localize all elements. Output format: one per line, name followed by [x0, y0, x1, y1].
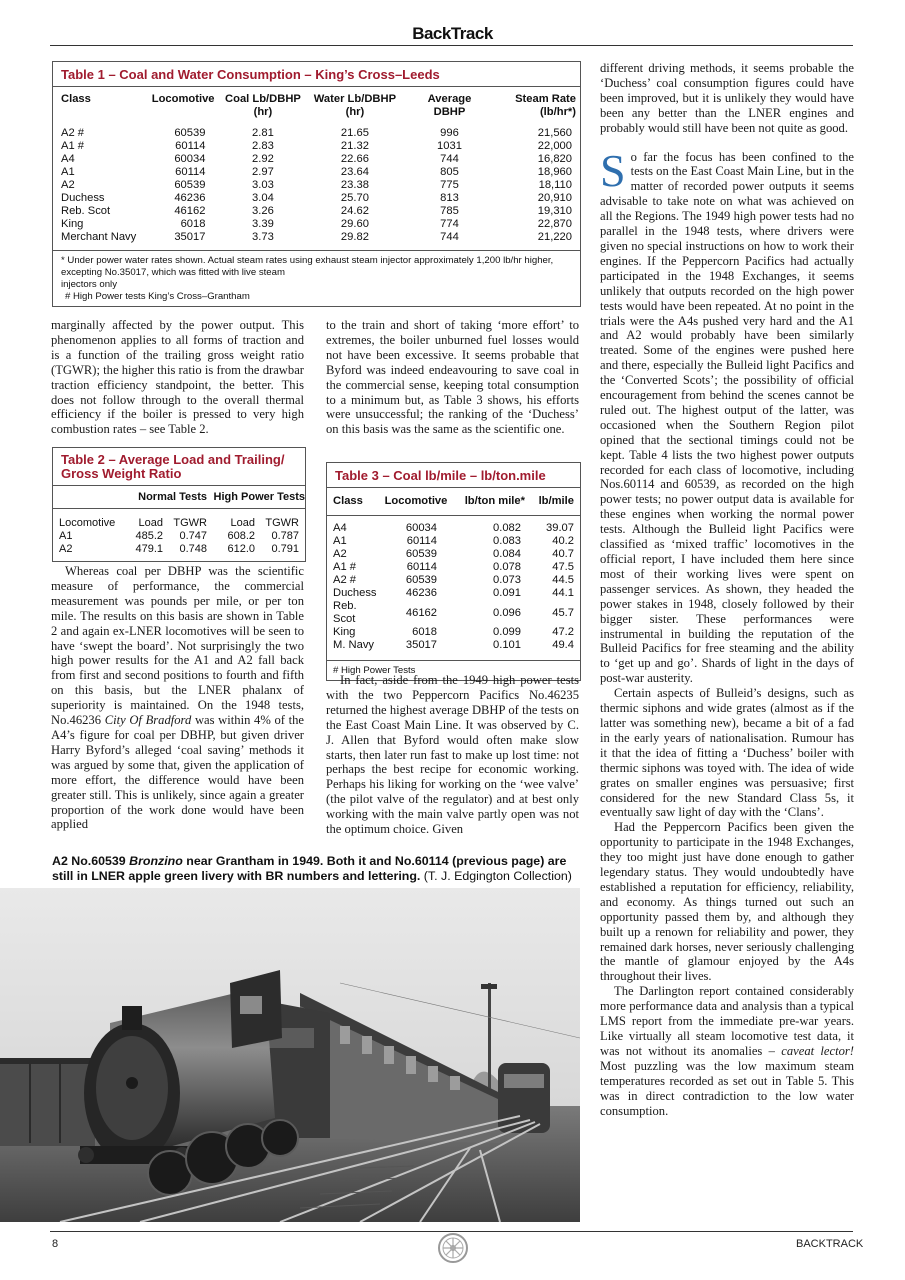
table-1-row — [53, 140, 580, 153]
table-3-cell: Duchess — [333, 587, 377, 599]
t1-h-steam: Steam Rate (lb/hr*) — [515, 93, 576, 118]
table-1-cell: 18,110 — [538, 179, 572, 191]
table-3-cell: A1 # — [333, 561, 357, 573]
table-3-row — [327, 626, 580, 639]
col3-paragraph-3: Certain aspects of Bulleid’s designs, such as thermic siphons and wide grates (almost as if the latter was something new), became a bit of a fad in the early years of nationalisation. Rumour has it that the idea of fitting a ‘Duchess’ boiler with thermic siphons was toyed with. The idea of wide grates on smaller engines was persuasive; first considered for the new Standard Class 5s, it eventually saw light of day with the ‘Clans’. — [600, 686, 854, 820]
table-1-cell: 2.97 — [252, 166, 274, 178]
table-1-cell: 813 — [440, 192, 459, 204]
col2-paragraph-1: to the train and short of taking ‘more effort’ to extremes, the boiler unburned fuel losses would not have been excessive. It seems probable that Byford was indeed endeavouring to save coal in the commercial sense, keeping total consumption to a minimum but, as Table 3 shows, his efforts were unsuccessful; the ranking of the ‘Duchess’ on this basis was the same as the scientific one. — [326, 318, 579, 437]
table-1-cell: 785 — [440, 205, 459, 217]
table-1-cell: 25.70 — [340, 192, 369, 204]
t3-h-tonmile: lb/ton mile* — [464, 495, 525, 507]
table-1-cell: King — [61, 218, 84, 230]
locomotive-photo-drawing — [0, 888, 580, 1222]
table-1-cell: A1 — [61, 166, 75, 178]
t2-h-load-high: Load — [230, 517, 255, 529]
table-1-cell: 22,870 — [537, 218, 572, 230]
table-1-cell: 744 — [440, 231, 459, 243]
table-3-cell: 0.073 — [493, 574, 521, 586]
table-1-cell: 46162 — [174, 205, 206, 217]
table-3-cell: 40.2 — [552, 535, 574, 547]
table-3-cell: 0.101 — [493, 639, 521, 651]
table-3-cell: 45.7 — [552, 606, 574, 619]
table-2-cell: 608.2 — [227, 530, 255, 542]
t2-h-tgwr-high: TGWR — [265, 517, 299, 529]
table-1-cell: Duchess — [61, 192, 105, 204]
table-1-cell: A2 — [61, 179, 75, 191]
t2-h-load: Load — [138, 517, 163, 529]
table-3-cell: 35017 — [405, 639, 437, 651]
table-2 — [52, 447, 306, 562]
page-number: 8 — [52, 1238, 59, 1250]
table-1-cell: 60539 — [174, 127, 206, 139]
table-3-cell: Reb. Scot — [333, 600, 357, 625]
t2-h-tgwr: TGWR — [173, 517, 207, 529]
column-3-text — [600, 61, 854, 1118]
table-1-cell: 23.64 — [340, 166, 369, 178]
table-2-cell: 0.747 — [179, 530, 207, 542]
t1-h-class: Class — [61, 93, 91, 105]
table-1-cell: 22.66 — [340, 153, 369, 165]
table-1-cell: 24.62 — [340, 205, 369, 217]
table-3 — [326, 462, 581, 681]
table-3-row — [327, 535, 580, 548]
table-1-cell: 29.82 — [340, 231, 369, 243]
table-2-group-high: High Power Tests — [213, 491, 305, 503]
table-3-cell: 0.084 — [493, 548, 521, 560]
table-3-cell: 0.099 — [493, 626, 521, 638]
table-2-group-normal: Normal Tests — [138, 491, 207, 503]
col3-paragraph-1: different driving methods, it seems probable the ‘Duchess’ coal consumption figures could have been improved, but it is unlikely they would have been any better than the LNER engines and probably would still have been not quite as good. — [600, 61, 854, 135]
table-3-cell: 60539 — [405, 548, 437, 560]
table-1-cell: 21,220 — [537, 231, 572, 243]
table-3-row — [327, 600, 580, 626]
col1-paragraph-1: marginally affected by the power output. This phenomenon applies to all forms of traction and is a function of the trailing gross weight ratio (TGWR); the higher this ratio is from the drawbar traction efficiency standpoint, the better. This does not follow through to the overall thermal efficiency if the boiler is pressed to very high combustion rates – see Table 2. — [51, 318, 304, 437]
table-1-cell: A2 # — [61, 127, 85, 139]
t1-h-water: Water Lb/DBHP (hr) — [313, 93, 397, 118]
col3-paragraph-5: The Darlington report contained considerably more performance data and analysis than a typical LMS report from the immediate pre-war years. Like virtually all steam locomotive test data, it was not without its anomalies – caveat lector! Most puzzling was the low maximum steam temperatures recorded as set out in Table 5. This was in direct contradiction to the low water consumption. — [600, 984, 854, 1118]
t3-h-class: Class — [333, 495, 363, 507]
table-3-cell: 40.7 — [552, 548, 574, 560]
photo-credit: (T. J. Edgington Collection) — [423, 869, 572, 883]
t2-h-locomotive: Locomotive — [59, 517, 116, 529]
table-1-cell: 2.83 — [252, 140, 274, 152]
table-1-cell: 18,960 — [537, 166, 572, 178]
table-2-header — [53, 517, 305, 530]
table-3-row — [327, 522, 580, 535]
table-1-cell: 35017 — [174, 231, 206, 243]
table-1-cell: Merchant Navy — [61, 231, 137, 243]
column-2-text-lower — [326, 673, 579, 837]
masthead: BackTrack — [412, 24, 493, 43]
table-1-row — [53, 205, 580, 218]
table-3-cell: 47.2 — [552, 626, 574, 638]
table-1-cell: 3.39 — [252, 218, 274, 230]
table-1-note-2: injectors only — [61, 279, 117, 290]
table-1-cell: A4 — [61, 153, 75, 165]
table-2-cell: 0.748 — [179, 543, 207, 555]
table-1-cell: 996 — [440, 127, 459, 139]
table-3-cell: 60114 — [406, 561, 437, 573]
table-1-cell: 46236 — [174, 192, 206, 204]
table-3-cell: A4 — [333, 522, 347, 534]
table-1-row — [53, 166, 580, 179]
table-2-cell: 612.0 — [227, 543, 255, 555]
table-1-cell: 3.03 — [252, 179, 274, 191]
table-3-cell: 49.4 — [552, 639, 574, 651]
table-2-cell: A1 — [59, 530, 73, 542]
column-2-text-top — [326, 318, 579, 437]
table-1-cell: 19,310 — [537, 205, 572, 217]
table-1-cell: 60034 — [174, 153, 206, 165]
table-1-row — [53, 127, 580, 140]
table-1-cell: 21,560 — [537, 127, 572, 139]
t1-h-coal: Coal Lb/DBHP (hr) — [225, 93, 301, 118]
table-1-cell: Reb. Scot — [61, 205, 111, 217]
table-3-row — [327, 561, 580, 574]
table-2-cell: 0.791 — [271, 543, 299, 555]
table-1-row — [53, 153, 580, 166]
table-2-row — [53, 530, 305, 543]
wheel-emblem-icon — [437, 1232, 469, 1264]
table-3-row — [327, 548, 580, 561]
table-2-cell: A2 — [59, 543, 73, 555]
table-1-cell: 16,820 — [537, 153, 572, 165]
col3-paragraph-4: Had the Peppercorn Pacifics been given the opportunity to participate in the 1948 Exchanges, they too might just have done enough to gather legendary status. They would undoubtedly have established a reputation for efficiency, reliability, and economy. As things turned out such an opportunity passed them by, and although they built up a renown for reliability and power, they remained dark horses, never seriously challenging the mantle of glamour enjoyed by the A4s throughout their lives. — [600, 820, 854, 984]
locomotive-photo — [0, 888, 580, 1222]
col3-paragraph-2: So far the focus has been confined to the tests on the East Coast Main Line, but in the matter of recorded power outputs it seems advisable to take note on what was achieved on all the Regions. The 1949 high power tests had no parallel in the 1948 tests, where drivers were given no special instructions on how to work their engines. If the Peppercorn Pacifics had actually participated in the 1948 Exchanges, it seems unlikely that outputs recorded on the high power tests would have been repeated. At no point in the trials were the A4s pushed very hard and the A1 and A2 would probably have been similarly treated. Some of the engines were pushed here and there, especially the Bulleid light Pacifics and the ‘Converted Scots’; the possibility of official encouragement from behind the scenes cannot be ruled out. The highest output of the latter, was occasioned when the Southern Region pilot opined that the sectional timings could not be kept. Table 4 lists the two highest power outputs recorded for each class of locomotive, including Nos.60114 and 60539, as recorded on the high power tests; no power output data is available for these engines when working the normal power tests. Although the Bulleid light Pacifics were classified as ‘mixed traffic’ locomotives in the official report, I have included them here since most of their working lives were spent on passenger services. As shown, they headed the power stakes in 1948, closely followed by their bigger sister. These performances were instrumental in building the reputation of the Bulleid Pacifics for free steaming and the ability to ‘get up and go’. Shards of light in the days of post-war austerity. — [600, 144, 854, 686]
header-rule — [50, 45, 853, 46]
table-1-cell: 1031 — [437, 140, 462, 152]
table-2-row — [53, 543, 305, 556]
table-1-cell: 21.32 — [340, 140, 369, 152]
table-1-cell: 2.92 — [252, 153, 274, 165]
table-3-cell: 0.083 — [493, 535, 521, 547]
table-1-note-3: # High Power tests King’s Cross–Grantham — [65, 291, 250, 302]
table-3-cell: 44.1 — [552, 587, 574, 599]
table-3-cell: 0.082 — [493, 522, 521, 534]
table-1-row — [53, 218, 580, 231]
table-1-cell: 744 — [440, 153, 459, 165]
table-1-row — [53, 192, 580, 205]
table-1-cell: 60114 — [175, 166, 206, 178]
table-3-cell: A2 — [333, 548, 347, 560]
table-3-cell: 44.5 — [552, 574, 574, 586]
table-3-cell: 0.091 — [493, 587, 521, 599]
table-3-row — [327, 574, 580, 587]
table-3-header — [327, 488, 580, 516]
table-2-cell: 0.787 — [271, 530, 299, 542]
table-1-notes — [53, 250, 580, 306]
t3-h-mile: lb/mile — [538, 495, 574, 507]
t3-h-loco: Locomotive — [384, 495, 448, 507]
table-1-note-1: * Under power water rates shown. Actual steam rates using exhaust steam injector approximately 1,200 lb/hr higher, excepting No.35017, which was fitted with live steam — [61, 255, 554, 278]
table-3-cell: 46236 — [405, 587, 437, 599]
table-3-cell: 0.096 — [493, 606, 521, 619]
table-1-cell: A1 # — [61, 140, 85, 152]
publication-name: BACKTRACK — [796, 1238, 864, 1250]
col1-paragraph-2: Whereas coal per DBHP was the scientific measure of performance, the commercial measurement was pounds per mile, or per ton mile. The results on this basis are shown in Table 2 and again ex-LNER locomotives will be seen to have ‘swept the board’. Not surprisingly the two high power results for the A1 and A2 fall back from first and second positions to fourth and fifth on this basis, but the LNER phalanx of superiority is maintained. On the 1948 tests, No.46236 City Of Bradford was within 4% of the A4’s figure for coal per DBHP, but given driver Harry Byford’s alleged ‘coal saving’ methods it was argued by some that, given the application of more effort, the difference would have been greater still. This is unlikely, since again a greater proportion of the work done would have been applied — [51, 564, 304, 832]
table-3-cell: 39.07 — [546, 522, 574, 534]
table-2-cell: 479.1 — [135, 543, 163, 555]
table-1-cell: 774 — [440, 218, 459, 230]
col2-paragraph-2: In fact, aside from the 1949 high power tests with the two Peppercorn Pacifics No.46235 returned the highest average DBHP of the tests on the East Coast Main Line. It was observed by C. J. Allen that Byford would often make slow starts, then later run fast to make up lost time: not perhaps the best recipe for economic working. Perhaps his liking for working on the ‘wee valve’ (the pilot valve of the regulator) and at best only working with the main valve partly open was not the optimum choice. Given — [326, 673, 579, 837]
photo-caption: A2 No.60539 Bronzino near Grantham in 1949. Both it and No.60114 (previous page) are still in LNER apple green livery with BR numbers and lettering. (T. J. Edgington Collection) — [52, 854, 572, 883]
t1-h-loco: Locomotive — [151, 93, 215, 105]
table-1-cell: 60114 — [175, 140, 206, 152]
table-3-cell: 60114 — [406, 535, 437, 547]
table-3-row — [327, 639, 580, 652]
table-3-cell: A1 — [333, 535, 347, 547]
table-2-title: Table 2 – Average Load and Trailing/ Gross Weight Ratio — [53, 448, 305, 486]
table-1-cell: 2.81 — [252, 127, 274, 139]
table-1-row — [53, 231, 580, 244]
table-1-cell: 29.60 — [340, 218, 369, 230]
table-2-cell: 485.2 — [135, 530, 163, 542]
t1-h-dbhp: Average DBHP — [427, 93, 472, 118]
table-3-cell: 47.5 — [552, 561, 574, 573]
table-1 — [52, 61, 581, 307]
table-1-cell: 23.38 — [340, 179, 369, 191]
table-1-cell: 3.26 — [252, 205, 274, 217]
table-3-note: # High Power Tests — [327, 660, 580, 680]
table-1-cell: 20,910 — [537, 192, 572, 204]
table-3-cell: A2 # — [333, 574, 357, 586]
table-3-cell: M. Navy — [333, 639, 375, 651]
column-1-text-top — [51, 318, 304, 437]
table-1-cell: 21.65 — [340, 127, 369, 139]
table-1-cell: 805 — [440, 166, 459, 178]
table-1-cell: 3.04 — [252, 192, 274, 204]
drop-cap: S — [600, 144, 626, 196]
table-1-title: Table 1 – Coal and Water Consumption – King’s Cross–Leeds — [53, 62, 580, 87]
table-1-cell: 775 — [440, 179, 459, 191]
table-3-cell: 0.078 — [493, 561, 521, 573]
table-3-title: Table 3 – Coal lb/mile – lb/ton.mile — [327, 463, 580, 488]
column-1-text-lower — [51, 564, 304, 832]
table-3-row — [327, 587, 580, 600]
table-3-cell: King — [333, 626, 356, 638]
table-1-cell: 60539 — [174, 179, 206, 191]
table-3-cell: 6018 — [412, 626, 437, 638]
table-1-cell: 6018 — [180, 218, 206, 230]
table-3-cell: 60539 — [405, 574, 437, 586]
table-1-cell: 3.73 — [252, 231, 274, 243]
table-1-header — [53, 93, 580, 119]
table-1-cell: 22,000 — [537, 140, 572, 152]
table-3-cell: 46162 — [405, 606, 437, 619]
table-1-row — [53, 179, 580, 192]
table-3-cell: 60034 — [405, 522, 437, 534]
